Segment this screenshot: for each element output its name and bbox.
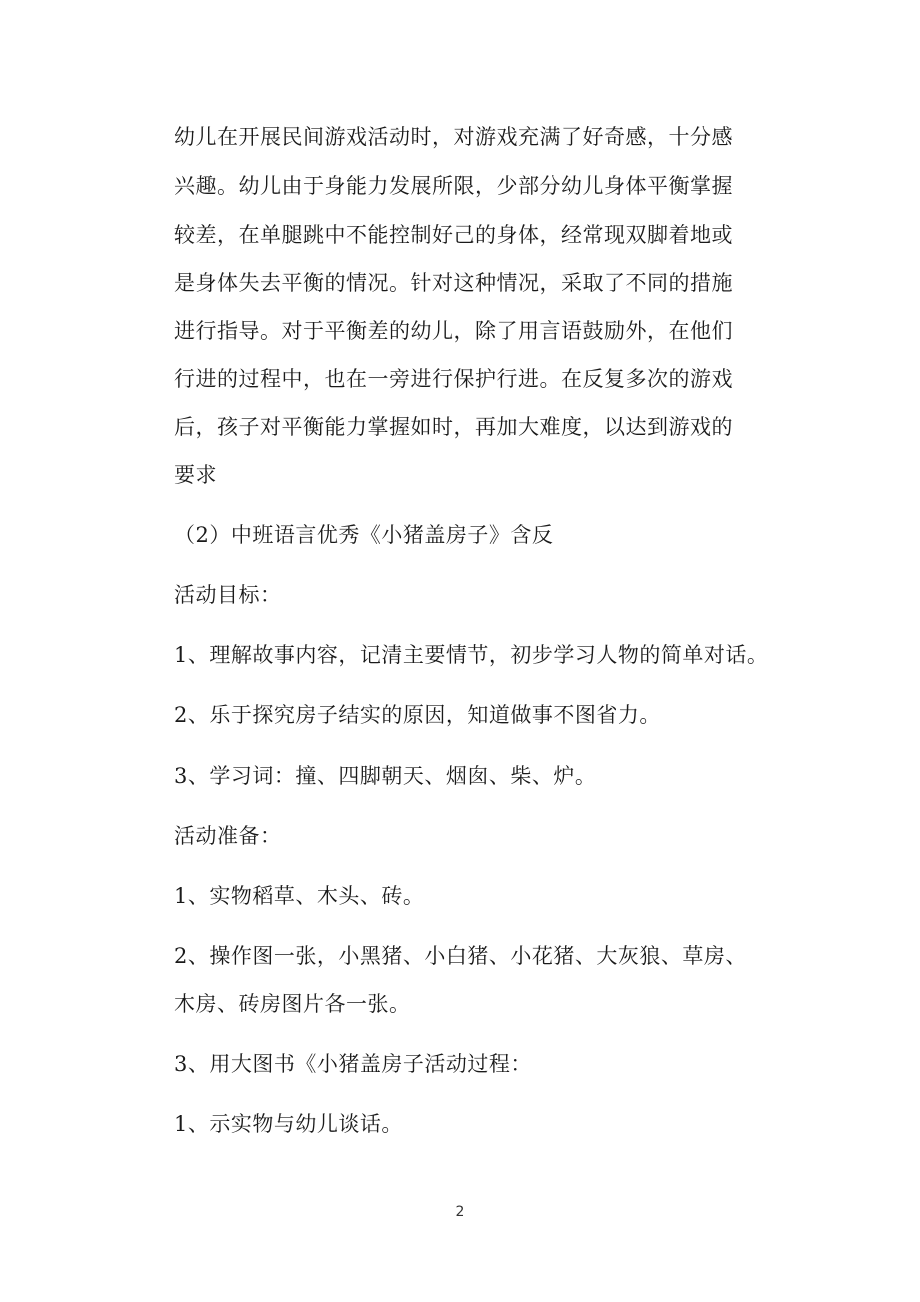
prep-heading: 活动准备： [174, 824, 282, 848]
text-line: 幼儿在开展民间游戏活动时，对游戏充满了好奇感，十分感 [174, 125, 733, 149]
prep-item: 1、实物稻草、木头、砖。 [174, 884, 425, 908]
prep-item: 2、操作图一张，小黑猪、小白猪、小花猪、大灰狼、草房、 [174, 944, 747, 968]
page-number: 2 [455, 1204, 465, 1220]
process-item: 1、示实物与幼儿谈话。 [174, 1112, 403, 1136]
goal-item: 1、理解故事内容，记清主要情节，初步学习人物的简单对话。 [174, 643, 769, 667]
goal-item: 2、乐于探究房子结实的原因，知道做事不图省力。 [174, 703, 661, 727]
goal-item: 3、学习词：撞、四脚朝天、烟囱、柴、炉。 [174, 764, 597, 788]
prep-item-continuation: 木房、砖房图片各一张。 [174, 992, 411, 1016]
section-title: （2）中班语言优秀《小猪盖房子》含反 [174, 523, 554, 547]
text-line: 要求 [174, 463, 217, 487]
text-line: 行进的过程中，也在一旁进行保护行进。在反复多次的游戏 [174, 367, 733, 391]
text-line: 进行指导。对于平衡差的幼儿，除了用言语鼓励外，在他们 [174, 319, 733, 343]
text-line: 兴趣。幼儿由于身能力发展所限，少部分幼儿身体平衡掌握 [174, 174, 733, 198]
text-line: 是身体失去平衡的情况。针对这种情况，采取了不同的措施 [174, 271, 733, 295]
goals-heading: 活动目标： [174, 583, 282, 607]
text-line: 后，孩子对平衡能力掌握如时，再加大难度，以达到游戏的 [174, 415, 733, 439]
text-line: 较差，在单腿跳中不能控制好己的身体，经常现双脚着地或 [174, 223, 733, 247]
prep-item: 3、用大图书《小猪盖房子活动过程： [174, 1052, 532, 1076]
